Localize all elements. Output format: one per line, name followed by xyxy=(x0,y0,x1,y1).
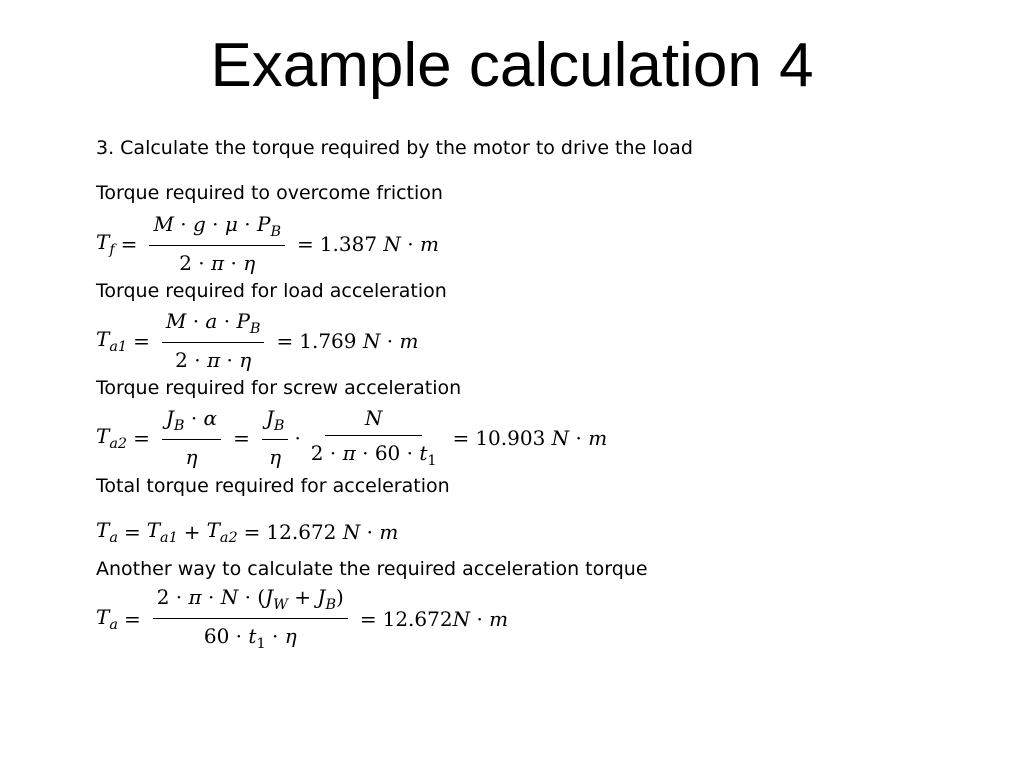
load-accel-fraction: $\frac{M \cdot a \cdot P_B}{2 \cdot \pi \cdot \eta}$ xyxy=(162,309,265,372)
load-accel-equation: $T_{a1}$ = $\frac{M \cdot a \cdot P_B}{2 \cdot \pi \cdot \eta}$ = 1.769 N · m xyxy=(96,309,419,373)
screw-accel-fraction-3: $\frac{N}{2 \cdot \pi \cdot 60 \cdot t_1}$ xyxy=(310,406,437,470)
screw-accel-fraction-2: $\frac{J_B}{\eta}$ xyxy=(262,406,289,469)
screw-accel-equation: $T_{a2}$ = $\frac{J_B \cdot \alpha}{\eta}$ = $\frac{J_B}{\eta}$ · $\frac{N}{2 \cdot \pi \cdot 60 \cdot t_1}$ = 10.903 N · m xyxy=(96,406,608,470)
total-accel-result: 12.672 xyxy=(266,520,337,545)
total-accel-equation: $T_a$ = $T_{a1}$ + $T_{a2}$ = 12.672 N · m xyxy=(96,518,399,547)
friction-result: 1.387 xyxy=(319,231,378,256)
load-accel-result: 1.769 xyxy=(299,328,357,353)
friction-fraction: $\frac{M \cdot g \cdot \mu \cdot P_B}{2 \cdot \pi \cdot \eta}$ xyxy=(149,212,285,275)
friction-label: Torque required to overcome friction xyxy=(96,182,443,204)
friction-equation: $T_f$ = $\frac{M \cdot g \cdot \mu \cdot P_B}{2 \cdot \pi \cdot \eta}$ = 1.387 N · m xyxy=(96,212,439,276)
screw-accel-label: Torque required for screw acceleration xyxy=(96,377,462,399)
screw-accel-fraction-1: $\frac{J_B \cdot \alpha}{\eta}$ xyxy=(162,406,221,469)
slide-title: Example calculation 4 xyxy=(210,31,814,100)
load-accel-label: Torque required for load acceleration xyxy=(96,280,447,302)
step-heading: 3. Calculate the torque required by the motor to drive the load xyxy=(96,137,693,159)
total-accel-label: Total torque required for acceleration xyxy=(96,475,450,497)
alternative-equation: $T_a$ = $\frac{2 \cdot \pi \cdot N \cdot (J_W + J_B)}{60 \cdot t_1 \cdot \eta}$ = 12.672 N · m xyxy=(96,585,509,653)
alternative-fraction: $\frac{2 \cdot \pi \cdot N \cdot (J_W + J_B)}{60 \cdot t_1 \cdot \eta}$ xyxy=(153,585,348,652)
alternative-result: 12.672 xyxy=(382,606,453,631)
alternative-label: Another way to calculate the required acceleration torque xyxy=(96,558,648,580)
screw-accel-result: 10.903 xyxy=(475,425,546,450)
